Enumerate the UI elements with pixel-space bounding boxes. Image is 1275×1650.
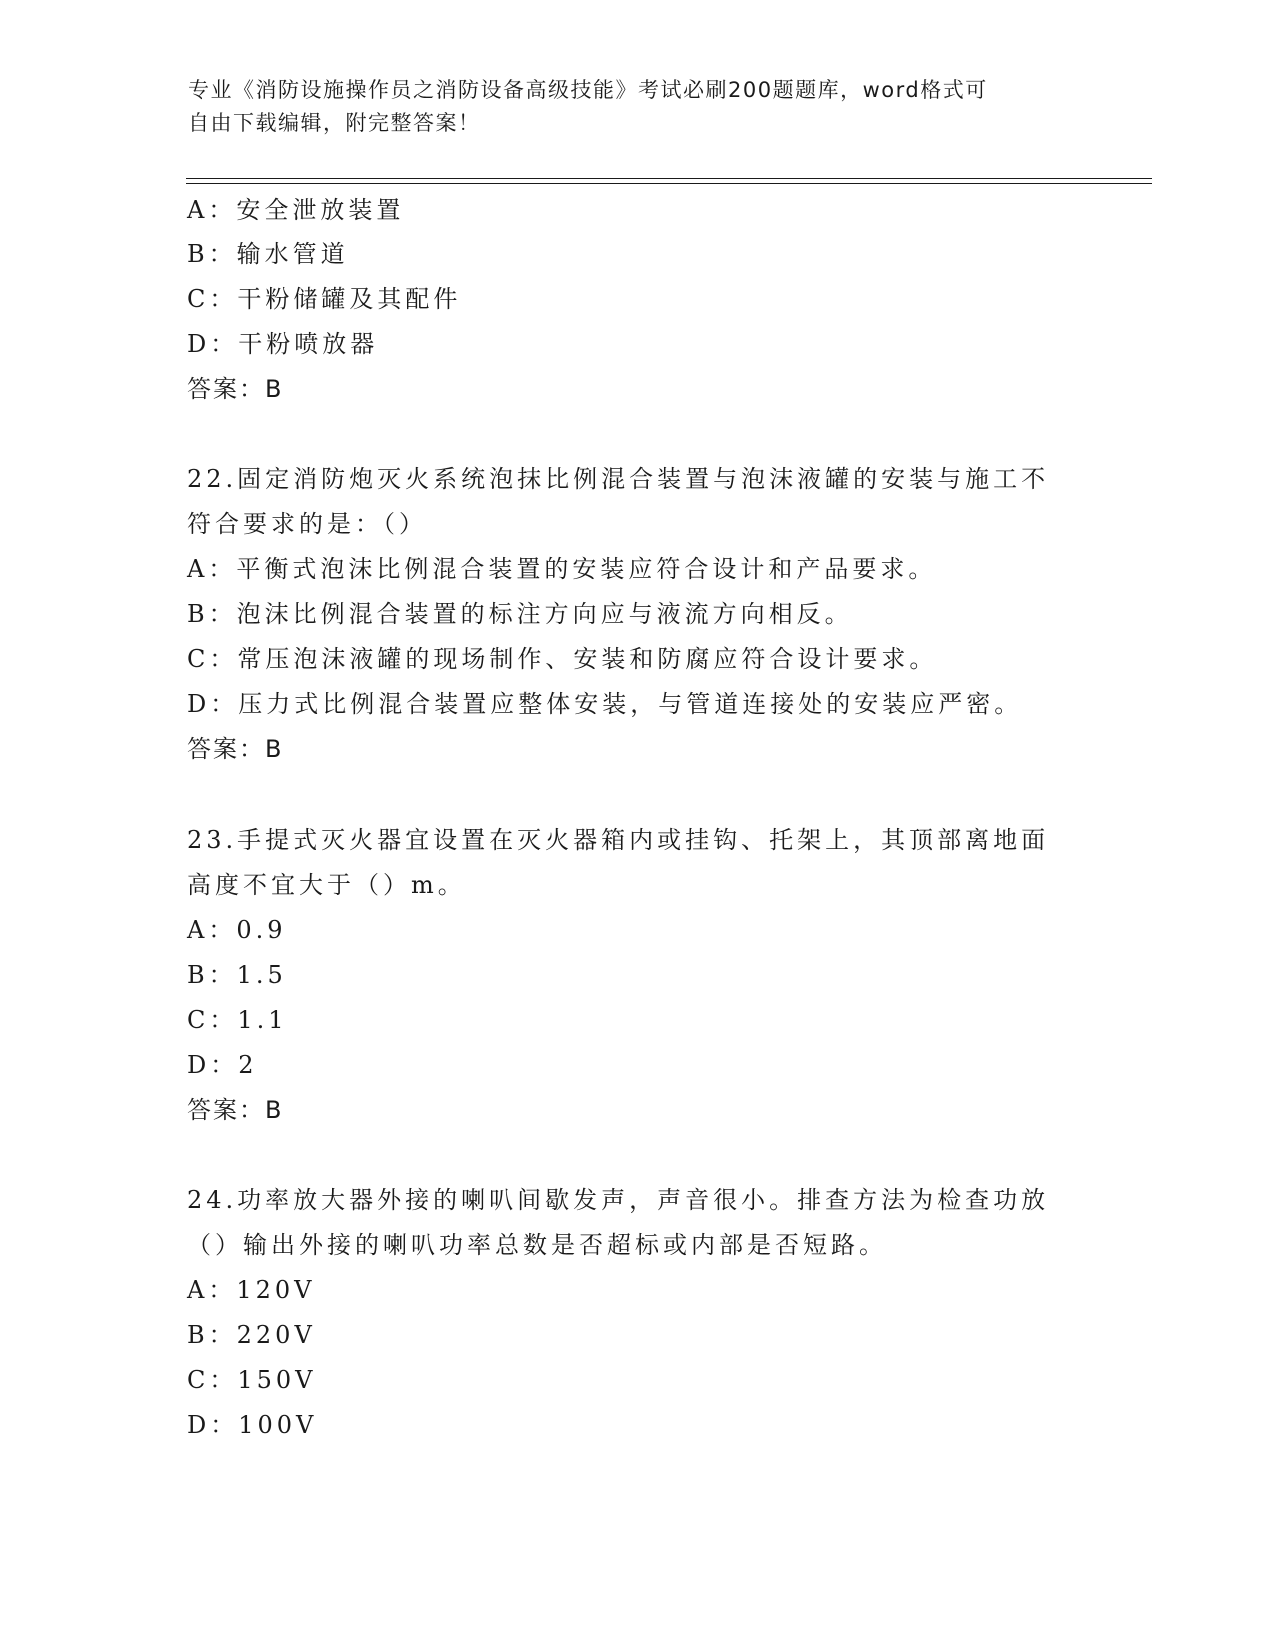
q23-stem-line-1: 23.手提式灭火器宜设置在灭火器箱内或挂钩、托架上，其顶部离地面 xyxy=(187,826,1050,854)
document-header xyxy=(188,74,1088,140)
q22-stem-line-2: 符合要求的是：（） xyxy=(187,510,427,538)
q23-option-a: A：0.9 xyxy=(187,916,287,944)
q23-option-b: B：1.5 xyxy=(187,961,287,989)
header-divider-top xyxy=(186,178,1152,179)
q21-option-a: A：安全泄放装置 xyxy=(187,196,405,224)
q22-option-c: C：常压泡沫液罐的现场制作、安装和防腐应符合设计要求。 xyxy=(187,645,938,673)
q22-option-d: D：压力式比例混合装置应整体安装，与管道连接处的安装应严密。 xyxy=(187,690,1023,718)
header-divider-bottom xyxy=(186,183,1152,184)
header-line-2: 自由下载编辑，附完整答案！ xyxy=(188,111,481,135)
q23-stem-line-2: 高度不宜大于（）m。 xyxy=(187,871,466,899)
q21-option-c: C：干粉储罐及其配件 xyxy=(187,285,462,313)
q24-option-a: A：120V xyxy=(187,1276,316,1304)
q24-stem-line-1: 24.功率放大器外接的喇叭间歇发声，声音很小。排查方法为检查功放 xyxy=(187,1186,1050,1214)
q24-option-c: C：150V xyxy=(187,1366,317,1394)
q22-answer: 答案：B xyxy=(187,735,284,763)
q21-option-d: D：干粉喷放器 xyxy=(187,330,379,358)
q21-answer: 答案：B xyxy=(187,375,284,403)
q22-option-a: A：平衡式泡沫比例混合装置的安装应符合设计和产品要求。 xyxy=(187,555,937,583)
q24-option-d: D：100V xyxy=(187,1411,318,1439)
q24-stem-line-2: （）输出外接的喇叭功率总数是否超标或内部是否短路。 xyxy=(187,1231,887,1259)
header-line-1: 专业《消防设施操作员之消防设备高级技能》考试必刷200题题库，word格式可 xyxy=(188,78,988,102)
q23-option-d: D：2 xyxy=(187,1051,258,1079)
q23-option-c: C：1.1 xyxy=(187,1006,288,1034)
q21-option-b: B：输水管道 xyxy=(187,240,349,268)
q23-answer: 答案：B xyxy=(187,1096,284,1124)
q22-option-b: B：泡沫比例混合装置的标注方向应与液流方向相反。 xyxy=(187,600,853,628)
q24-option-b: B：220V xyxy=(187,1321,316,1349)
q22-stem-line-1: 22.固定消防炮灭火系统泡抹比例混合装置与泡沫液罐的安装与施工不 xyxy=(187,465,1050,493)
